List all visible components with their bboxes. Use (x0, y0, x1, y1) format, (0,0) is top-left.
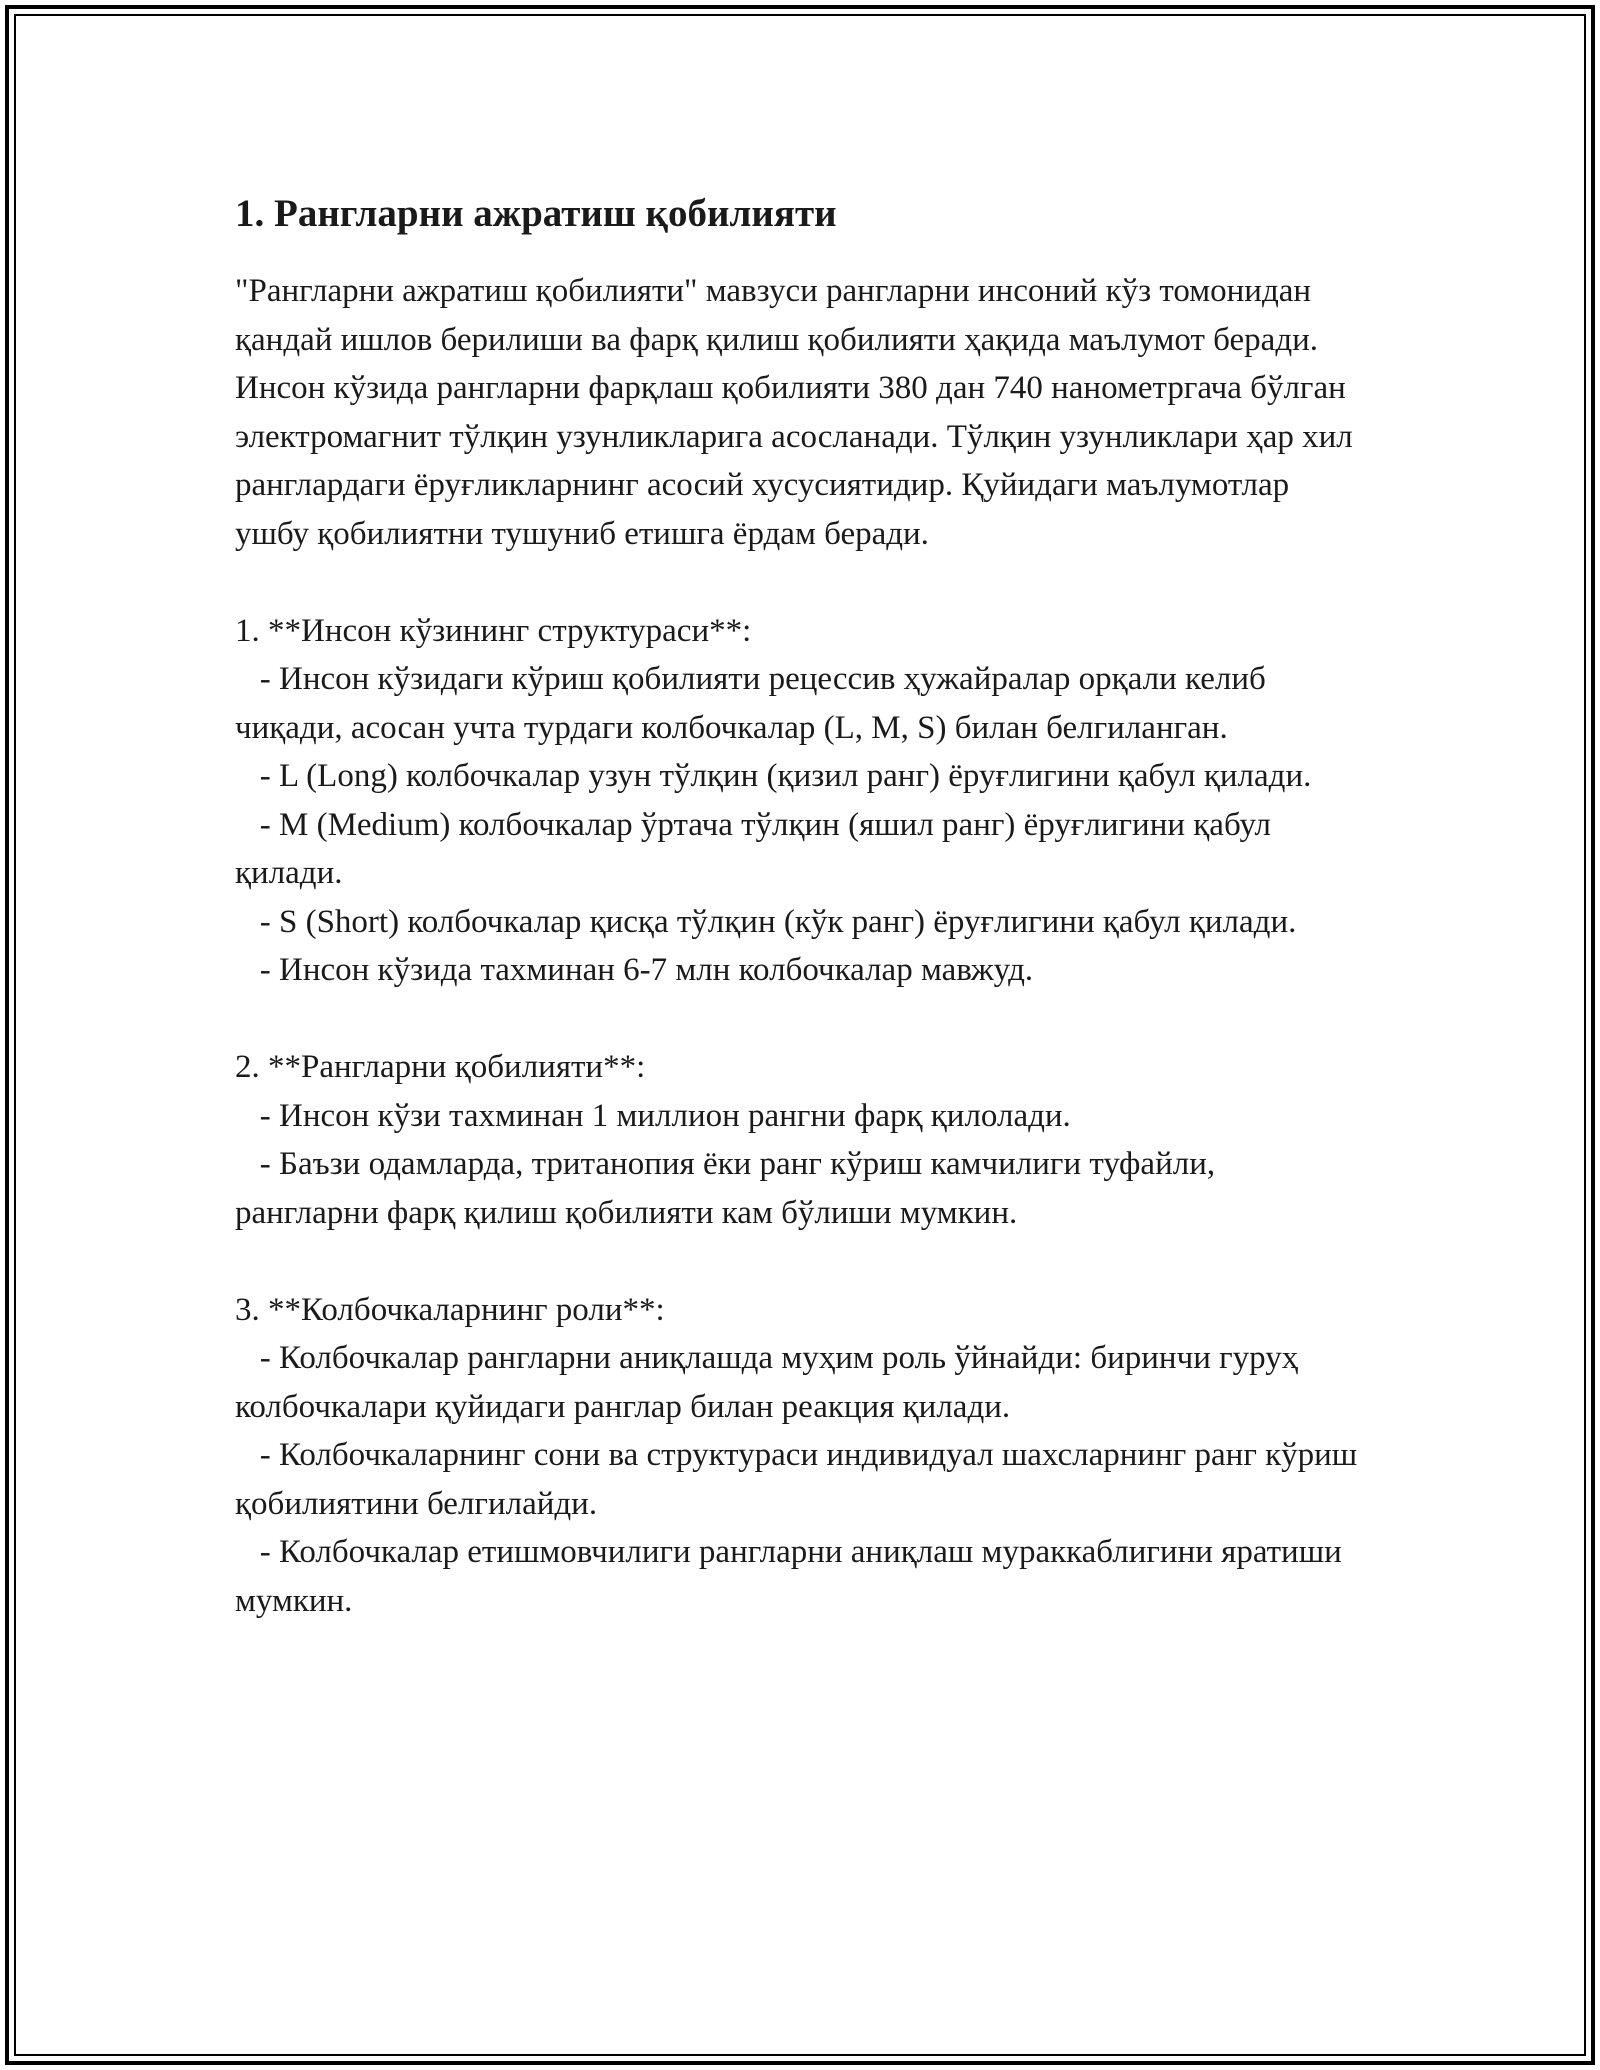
list-item: - Инсон кўзида тахминан 6-7 млн колбочкалар мавжуд. (235, 952, 1034, 988)
list-item: - Баъзи одамларда, тританопия ёки ранг кўриш камчилиги туфайли, рангларни фарқ қилиш қобилияти кам бўлиши мумкин. (235, 1146, 1224, 1231)
list-item: - Колбочкаларнинг сони ва структураси индивидуал шахсларнинг ранг кўриш қобилиятини белгилайди. (235, 1437, 1366, 1522)
section-title: 1. **Инсон кўзининг структураси**: (235, 612, 752, 649)
list-item: - Инсон кўзидаги кўриш қобилияти рецессив ҳужайралар орқали келиб чиқади, асосан учта турдаги колбочкалар (L, M, S) билан белгиланган. (235, 661, 1275, 746)
section-cone-role (235, 1286, 1365, 1626)
section-title: 3. **Колбочкаларнинг роли**: (235, 1291, 665, 1328)
list-item: - Колбочкалар рангларни аниқлашда муҳим роль ўйнайди: биринчи гуруҳ колбочкалари қуйидаги ранглар билан реакция қилади. (235, 1340, 1307, 1425)
list-item: - L (Long) колбочкалар узун тўлқин (қизил ранг) ёруғлигини қабул қилади. (235, 758, 1312, 794)
document-body (235, 185, 1365, 1625)
list-item: - S (Short) колбочкалар қисқа тўлқин (кўк ранг) ёруғлигини қабул қилади. (235, 903, 1297, 940)
intro-paragraph: "Рангларни ажратиш қобилияти" мавзуси рангларни инсоний кўз томонидан қандай ишлов берилиши ва фарқ қилиш қобилияти ҳақида маълумот беради. Инсон кўзида рангларни фарқлаш қобилияти 380 дан 740 нанометргача бўлган электромагнит тўлқин узунликларига асосланади. Тўлқин узунликлари ҳар хил ранглардаги ёруғликларнинг асосий хусусиятидир. Қуйидаги маълумотлар ушбу қобилиятни тушуниб етишга ёрдам беради. (235, 273, 1353, 552)
list-item: - Колбочкалар етишмовчилиги рангларни аниқлаш мураккаблигини яратиши мумкин. (235, 1534, 1351, 1619)
section-title: 2. **Рангларни қобилияти**: (235, 1049, 646, 1085)
section-color-ability (235, 1043, 1365, 1237)
list-item: - Инсон кўзи тахминан 1 миллион рангни фарқ қилолади. (235, 1097, 1071, 1134)
list-item: - M (Medium) колбочкалар ўртача тўлқин (яшил ранг) ёруғлигини қабул қилади. (235, 806, 1280, 891)
section-eye-structure (235, 607, 1365, 995)
document-heading: 1. Рангларни ажратиш қобилияти (235, 192, 837, 235)
